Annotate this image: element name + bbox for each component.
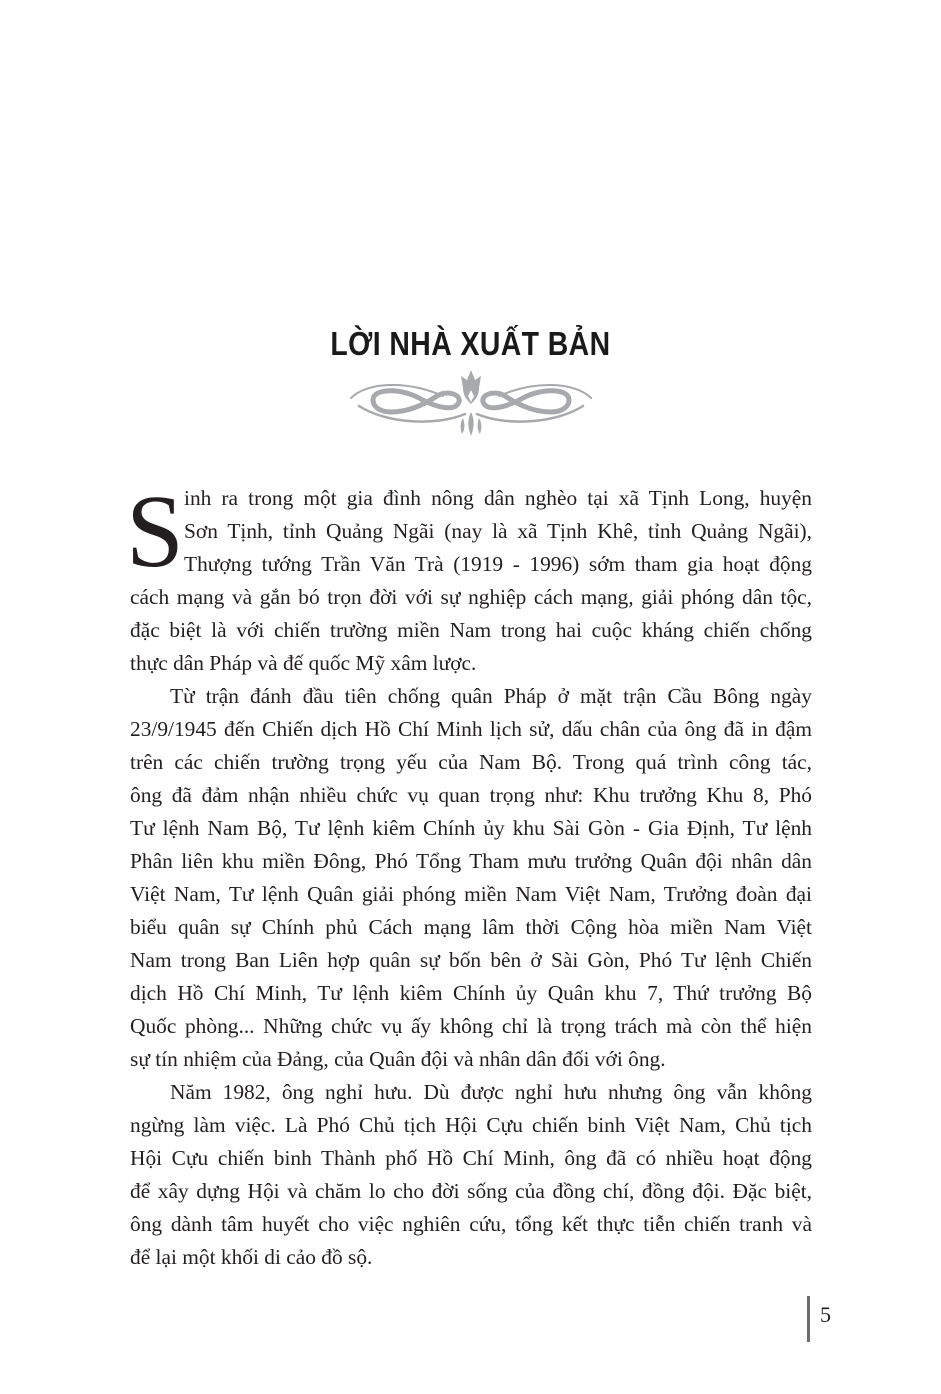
text-line: inh ra trong một gia đình nông dân nghèo tại xã Tịnh Long, huyện — [184, 486, 812, 510]
body-text — [126, 474, 812, 1274]
text-line: Việt Nam, Tư lệnh Quân giải phóng miền Nam Việt Nam, Trưởng đoàn đại — [130, 882, 812, 906]
text-line: Quốc phòng... Những chức vụ ấy không chỉ là trọng trách mà còn thể hiện — [130, 1014, 812, 1038]
text-line: 23/9/1945 đến Chiến dịch Hồ Chí Minh lịch sử, dấu chân của ông đã in đậm — [130, 717, 812, 741]
decorative-flourish-icon — [347, 368, 595, 440]
page-title: LỜI NHÀ XUẤT BẢN — [330, 325, 611, 363]
page-number-divider — [807, 1296, 810, 1342]
paragraph-2 — [130, 680, 812, 1076]
text-line: trên các chiến trường trọng yếu của Nam Bộ. Trong quá trình công tác, — [130, 750, 812, 774]
page-number: 5 — [820, 1302, 831, 1327]
paragraph-3 — [130, 1076, 812, 1274]
text-line: đặc biệt là với chiến trường miền Nam trong hai cuộc kháng chiến chống — [130, 618, 812, 642]
text-line: Tư lệnh Nam Bộ, Tư lệnh kiêm Chính ủy khu Sài Gòn - Gia Định, Tư lệnh — [130, 816, 812, 840]
text-line: dịch Hồ Chí Minh, Tư lệnh kiêm Chính ủy Quân khu 7, Thứ trưởng Bộ — [130, 981, 812, 1005]
drop-cap: S — [126, 474, 184, 589]
text-line: Phân liên khu miền Đông, Phó Tổng Tham mưu trưởng Quân đội nhân dân — [130, 849, 812, 873]
text-line: để lại một khối di cảo đồ sộ. — [130, 1245, 373, 1269]
text-line: Từ trận đánh đầu tiên chống quân Pháp ở mặt trận Cầu Bông ngày — [170, 684, 812, 708]
text-line: Nam trong Ban Liên hợp quân sự bốn bên ở Sài Gòn, Phó Tư lệnh Chiến — [130, 948, 812, 972]
text-line: Năm 1982, ông nghỉ hưu. Dù được nghỉ hưu nhưng ông vẫn không — [170, 1080, 812, 1104]
text-line: sự tín nhiệm của Đảng, của Quân đội và nhân dân đối với ông. — [130, 1047, 666, 1071]
text-line: thực dân Pháp và đế quốc Mỹ xâm lược. — [130, 651, 477, 675]
text-line: cách mạng và gắn bó trọn đời với sự nghiệp cách mạng, giải phóng dân tộc, — [130, 585, 812, 609]
text-line: ông đã đảm nhận nhiều chức vụ quan trọng như: Khu trưởng Khu 8, Phó — [130, 783, 812, 807]
text-line: Thượng tướng Trần Văn Trà (1919 - 1996) sớm tham gia hoạt động — [184, 552, 812, 576]
text-line: để xây dựng Hội và chăm lo cho đời sống của đồng chí, đồng đội. Đặc biệt, — [130, 1179, 812, 1203]
text-line: ông dành tâm huyết cho việc nghiên cứu, tổng kết thực tiễn chiến tranh và — [130, 1212, 812, 1236]
text-line: Sơn Tịnh, tỉnh Quảng Ngãi (nay là xã Tịnh Khê, tỉnh Quảng Ngãi), — [184, 519, 812, 543]
text-line: ngừng làm việc. Là Phó Chủ tịch Hội Cựu chiến binh Việt Nam, Chủ tịch — [130, 1113, 812, 1137]
text-line: biểu quân sự Chính phủ Cách mạng lâm thời Cộng hòa miền Nam Việt — [130, 915, 812, 939]
paragraph-1 — [126, 474, 812, 680]
text-line: Hội Cựu chiến binh Thành phố Hồ Chí Minh, ông đã có nhiều hoạt động — [130, 1146, 812, 1170]
